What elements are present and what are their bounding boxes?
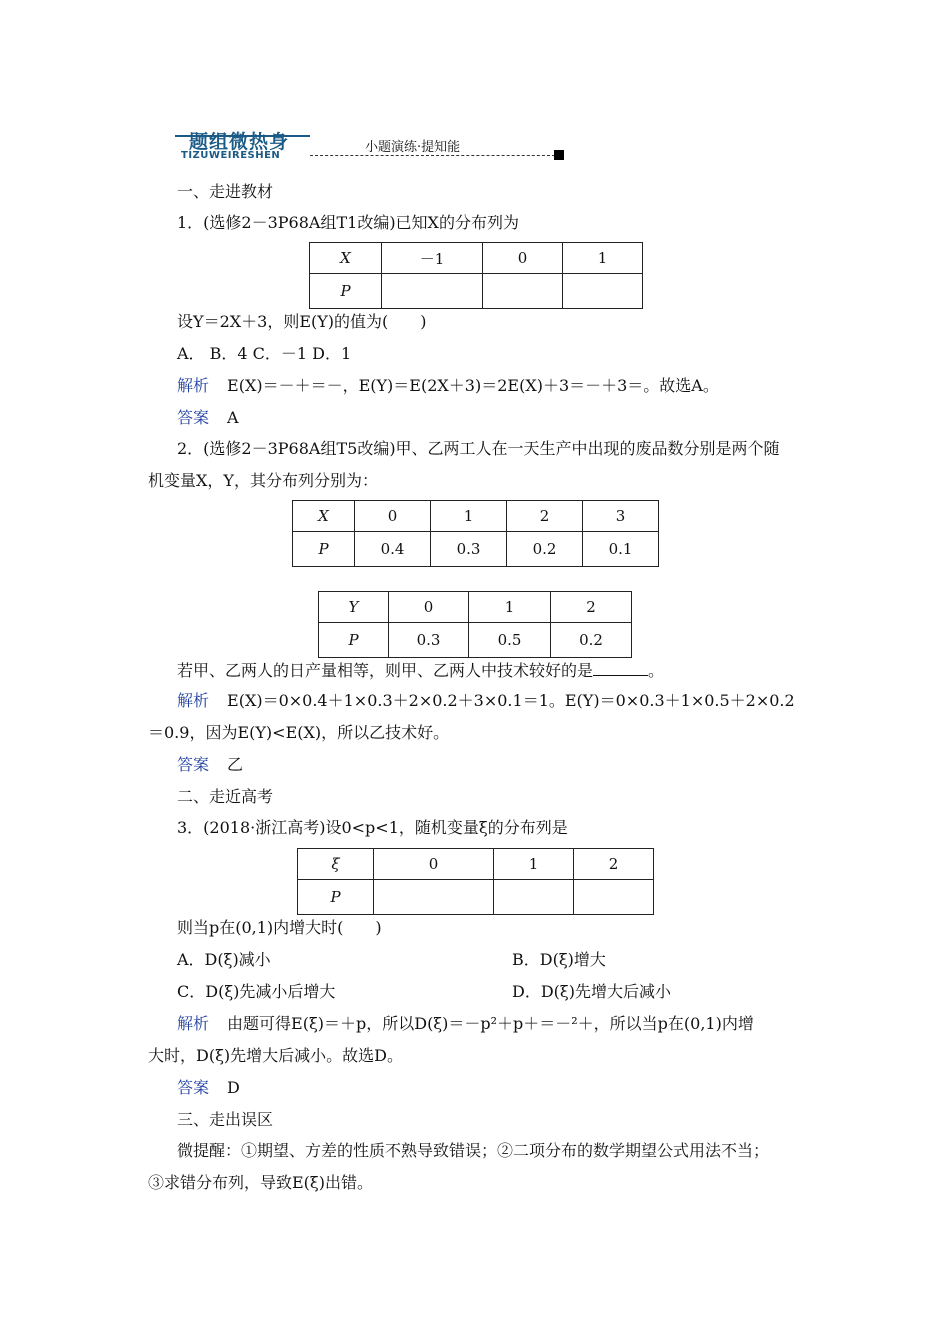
q1-stem: 1．(选修2－3P68A组T1改编)已知X的分布列为 [177,213,519,232]
q3-option-b: B．D(ξ)增大 [512,950,606,969]
table-cell: ξ [298,849,374,880]
section-heading-3: 三、走出误区 [177,1110,274,1129]
table-cell [563,274,643,309]
q2-question-end: 。 [648,661,665,680]
table-cell: 1 [431,501,507,532]
solution-text: 由题可得E(ξ)＝＋p，所以D(ξ)＝－p²＋p＋＝－²＋，所以当p在(0,1)内增 [227,1014,754,1033]
q2-question-line [177,659,664,682]
table-row [310,243,643,274]
q3-answer [177,1077,240,1099]
table-cell: 1 [563,243,643,274]
table-row [298,880,654,915]
table-cell: 0 [374,849,494,880]
answer-label: 答案 [177,408,210,427]
table-row [293,532,659,567]
q1-question-line: 设Y＝2X＋3，则E(Y)的值为( ) [177,312,427,331]
table-row [298,849,654,880]
solution-label: 解析 [177,691,210,710]
q1-solution [177,375,719,397]
section-banner [175,125,565,170]
table-cell [574,880,654,915]
table-cell: Y [319,592,389,623]
q2-question-text: 若甲、乙两人的日产量相等，则甲、乙两人中技术较好的是 [177,661,594,680]
table-row [319,592,632,623]
q3-question-line: 则当p在(0,1)内增大时( ) [177,918,382,937]
q3-solution-line2: 大时，D(ξ)先增大后减小。故选D。 [148,1046,403,1065]
table-cell: 3 [583,501,659,532]
answer-text: 乙 [227,755,244,774]
q1-answer [177,407,239,429]
table-cell: X [293,501,355,532]
table-cell [483,274,563,309]
answer-label: 答案 [177,1078,210,1097]
answer-blank [593,659,648,676]
table-cell: X [310,243,382,274]
table-cell: 0 [355,501,431,532]
section-heading-1: 一、走进教材 [177,182,274,201]
table-cell: 0.3 [389,623,469,658]
table-row [319,623,632,658]
q3-option-c: C．D(ξ)先减小后增大 [177,982,336,1001]
table-row [310,274,643,309]
table-cell [374,880,494,915]
table-cell: 1 [469,592,551,623]
tip-line1: 微提醒：①期望、方差的性质不熟导致错误；②二项分布的数学期望公式用法不当； [177,1141,770,1160]
table-cell: 0 [483,243,563,274]
q2-solution-line2: ＝0.9，因为E(Y)<E(X)，所以乙技术好。 [148,723,450,742]
q3-stem: 3．(2018·浙江高考)设0<p<1，随机变量ξ的分布列是 [177,818,568,837]
table-cell: 0.1 [583,532,659,567]
answer-text: A [227,408,239,427]
banner-subtitle: TIZUWEIRESHEN [181,150,281,161]
q3-distribution-table [297,848,654,915]
q1-distribution-table [309,242,643,309]
banner-title: 题组微热身 [189,131,290,153]
table-cell: P [310,274,382,309]
q3-solution-line1 [177,1013,754,1035]
solution-label: 解析 [177,376,210,395]
table-cell: P [319,623,389,658]
table-cell: P [293,532,355,567]
banner-end-square [554,150,564,160]
table-cell: 0.2 [507,532,583,567]
q2-table-y [318,591,632,658]
banner-badge [175,125,310,165]
q3-option-d: D．D(ξ)先增大后减小 [512,982,671,1001]
solution-text: E(X)＝0×0.4＋1×0.3＋2×0.2＋3×0.1＝1。E(Y)＝0×0.3＋1×0.5＋2×0.2 [227,691,795,710]
table-cell [382,274,483,309]
table-cell [494,880,574,915]
answer-text: D [227,1078,240,1097]
answer-label: 答案 [177,755,210,774]
tip-line2: ③求错分布列，导致E(ξ)出错。 [148,1173,373,1192]
q2-table-x [292,500,659,567]
table-row [293,501,659,532]
table-cell: 0.2 [551,623,632,658]
q1-options: A． B．4 C．－1 D．1 [177,344,352,363]
banner-tagline: 小题演练·提知能 [365,140,461,155]
solution-label: 解析 [177,1014,210,1033]
table-cell: 2 [507,501,583,532]
table-cell: 0.4 [355,532,431,567]
table-cell: P [298,880,374,915]
table-cell: 2 [551,592,632,623]
q2-stem-line1: 2．(选修2－3P68A组T5改编)甲、乙两工人在一天生产中出现的废品数分别是两个随 [177,439,780,458]
q2-solution-line1 [177,690,795,712]
table-cell: 0.5 [469,623,551,658]
banner-dashed-rule [310,155,555,156]
solution-text: E(X)＝－＋＝－，E(Y)＝E(2X＋3)＝2E(X)＋3＝－＋3＝。故选A。 [227,376,719,395]
section-heading-2: 二、走近高考 [177,787,274,806]
table-cell: 0.3 [431,532,507,567]
table-cell: 1 [494,849,574,880]
q3-option-a: A．D(ξ)减小 [177,950,271,969]
q2-answer [177,754,243,776]
q2-stem-line2: 机变量X，Y，其分布列分别为： [148,471,378,490]
table-cell: 2 [574,849,654,880]
table-cell: 0 [389,592,469,623]
table-cell: －1 [382,243,483,274]
